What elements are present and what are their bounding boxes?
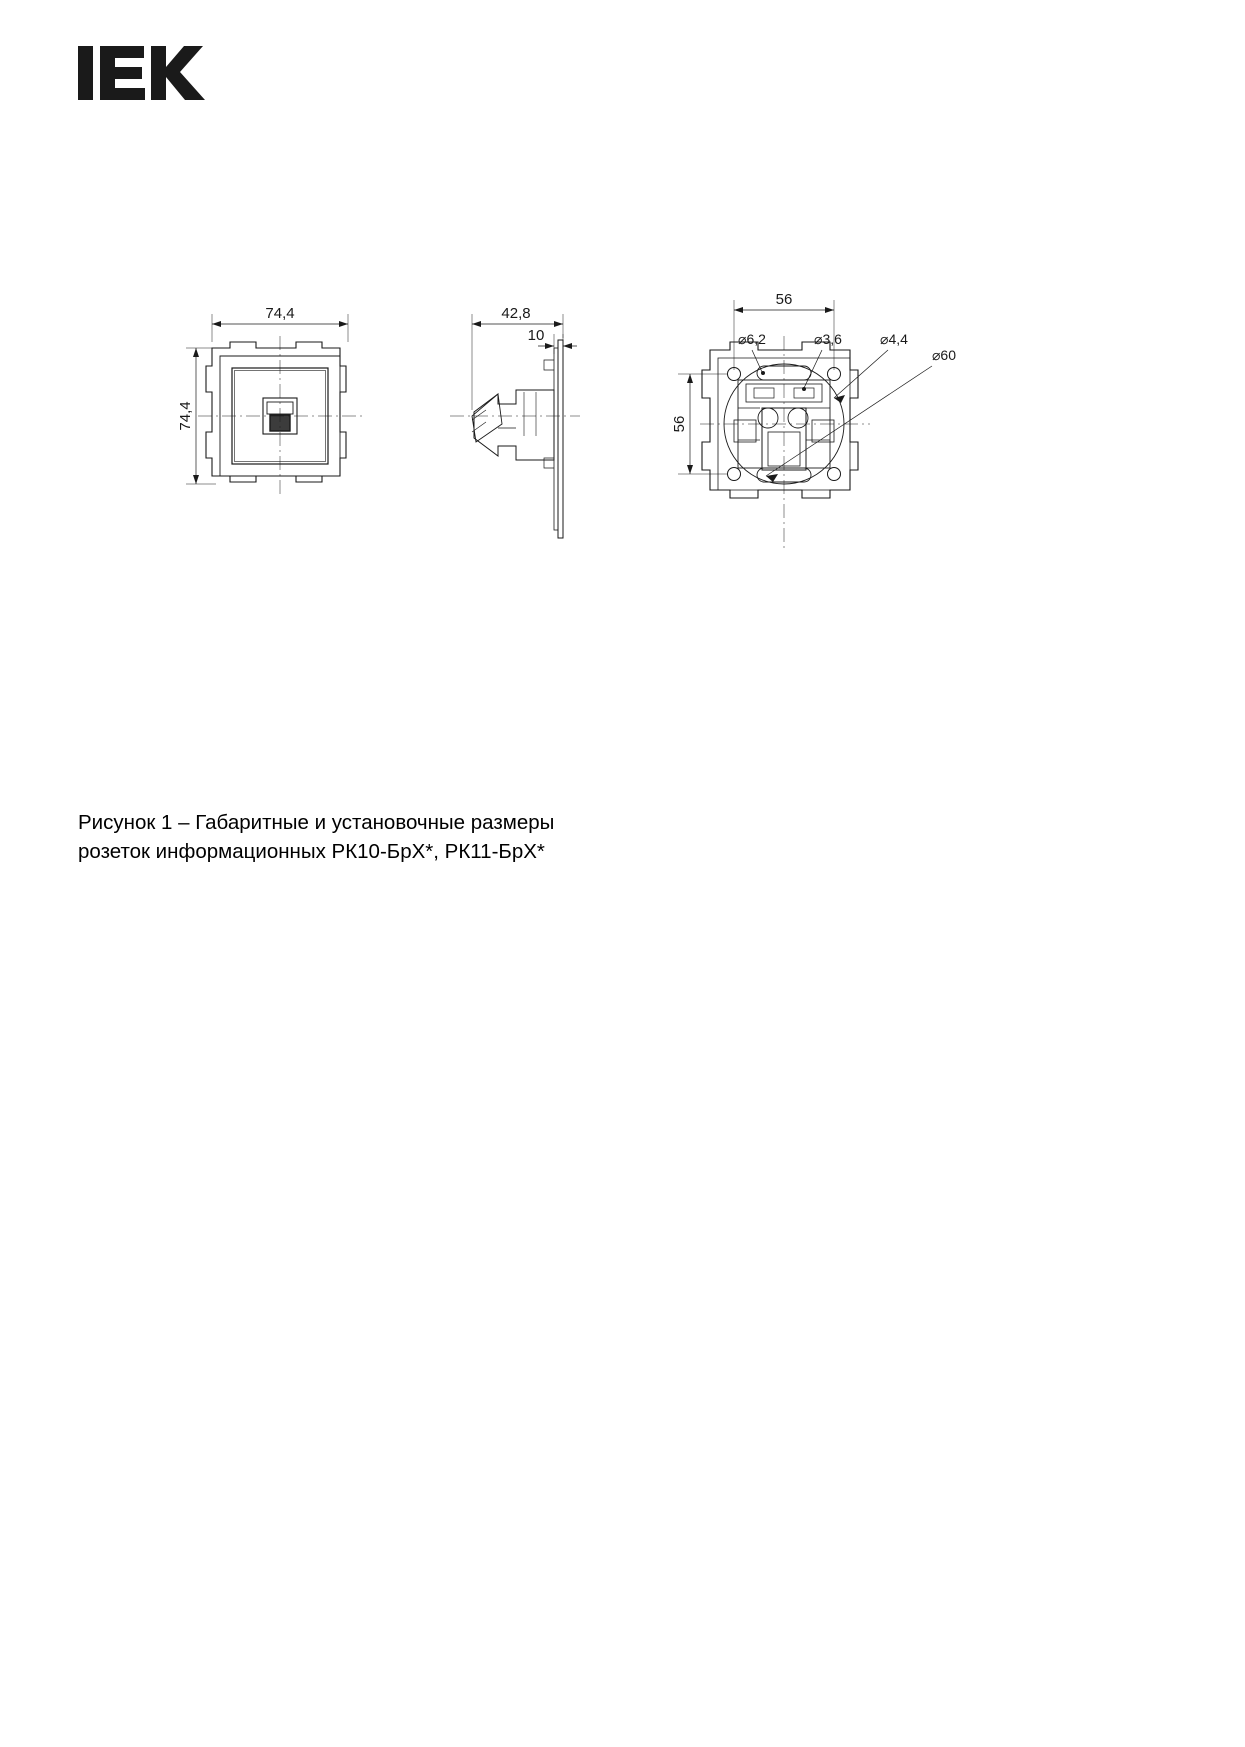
dim-mount-width: 56 [775,291,793,308]
mechanism-view [671,291,956,548]
side-view [450,305,580,538]
dim-side-depth: 42,8 [501,305,531,322]
iek-logo [78,42,218,104]
caption-line-1: Рисунок 1 – Габаритные и установочные размеры [78,811,555,834]
dim-front-width: 74,4 [265,305,295,322]
dim-hole-62: ⌀6,2 [738,331,766,347]
dim-hole-44: ⌀4,4 [880,331,908,347]
technical-drawing [150,280,1030,600]
dim-circle-60: ⌀60 [931,347,957,363]
dim-mount-height: 56 [671,415,688,433]
dim-hole-36: ⌀3,6 [814,331,842,347]
dim-side-plate: 10 [527,327,545,344]
front-view [177,305,366,494]
figure-caption [78,808,778,866]
caption-line-2: розеток информационных РК10-БрХ*, РК11-БрХ* [78,840,545,863]
dim-front-height: 74,4 [177,401,194,431]
